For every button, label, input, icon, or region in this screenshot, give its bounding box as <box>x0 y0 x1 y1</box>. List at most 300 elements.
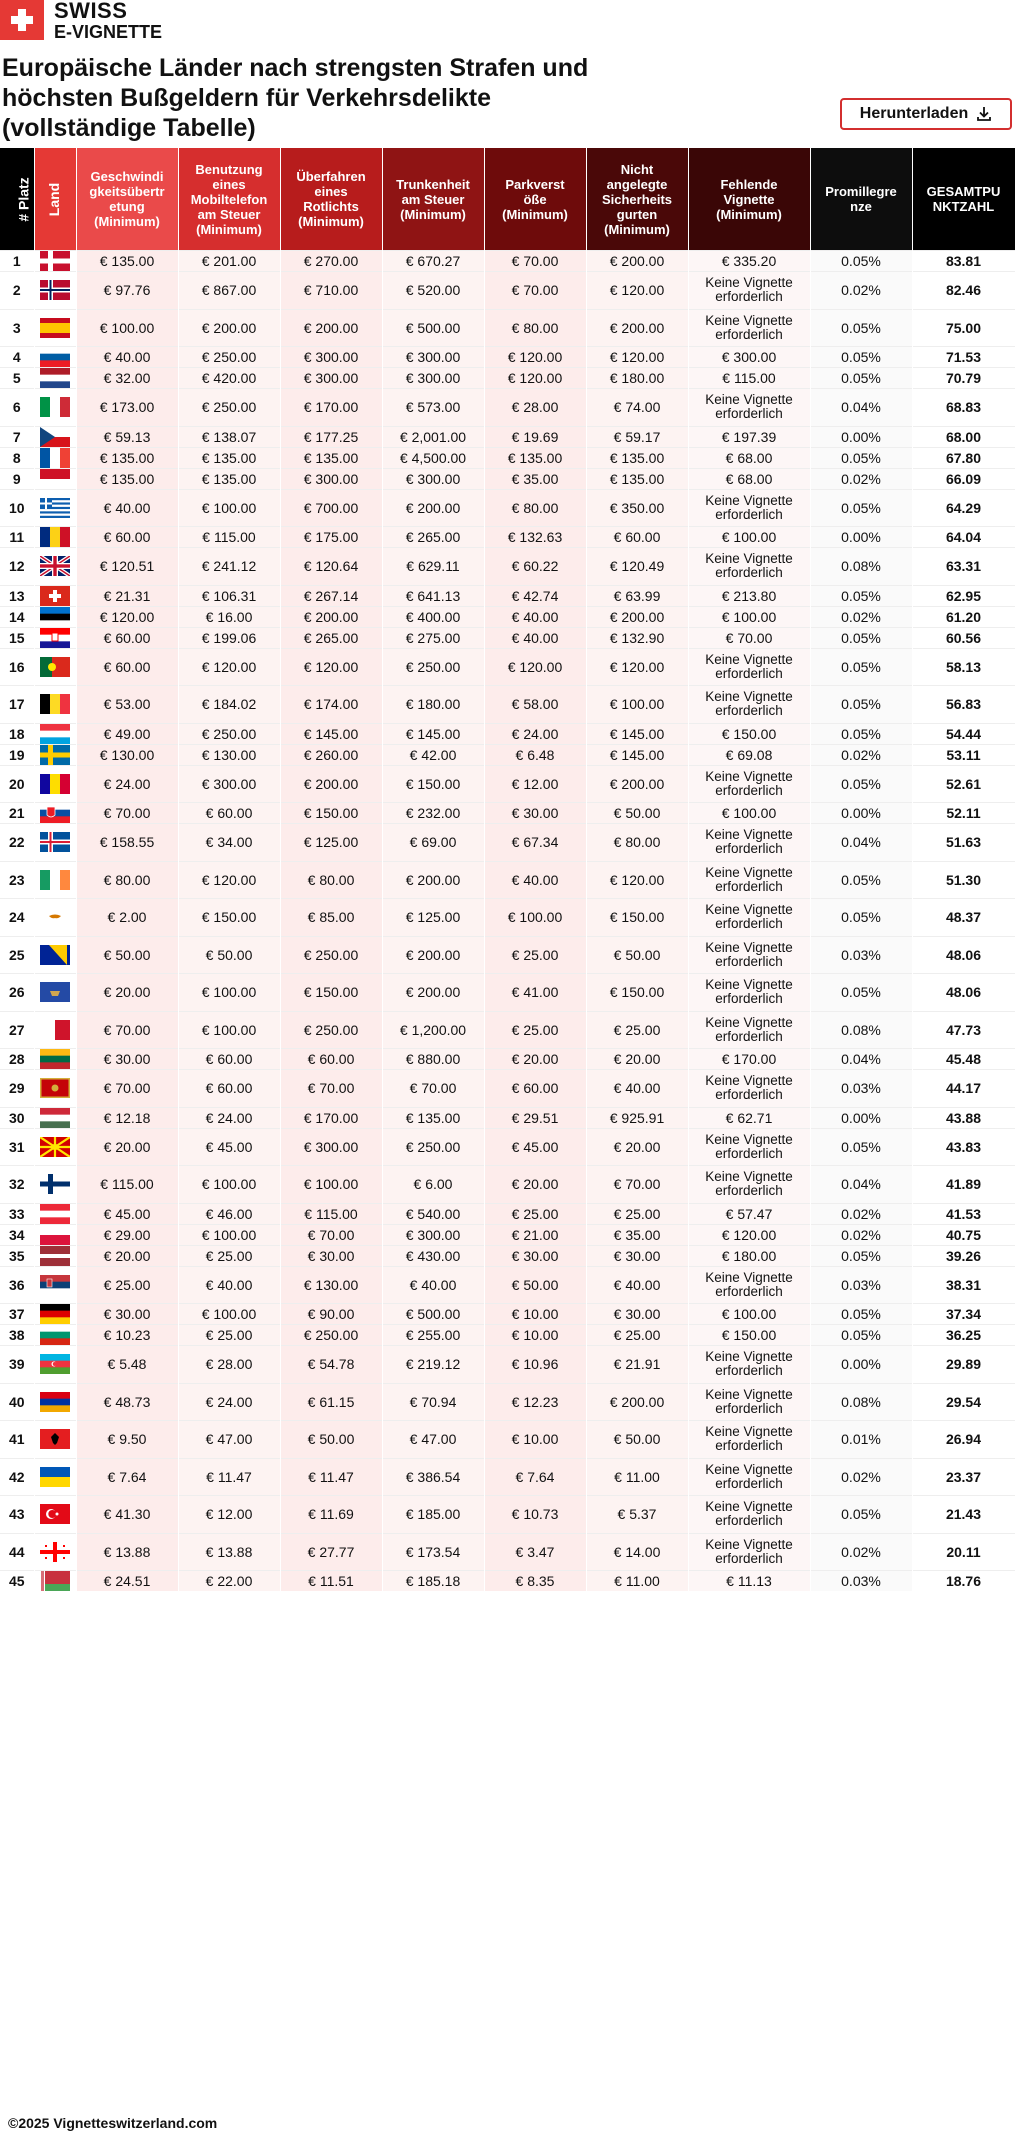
cell-red: € 120.64 <box>280 548 382 586</box>
table-row <box>0 489 1015 527</box>
cell-drunk: € 300.00 <box>382 468 484 489</box>
table-row <box>0 1346 1015 1384</box>
table-row <box>0 585 1015 606</box>
country-flag-cell <box>34 627 76 648</box>
cell-total: 40.75 <box>912 1224 1015 1245</box>
flag-bulgaria-icon <box>40 1325 70 1345</box>
cell-bac: 0.08% <box>810 1383 912 1421</box>
cell-phone: € 150.00 <box>178 899 280 937</box>
cell-park: € 19.69 <box>484 426 586 447</box>
flag-croatia-icon <box>40 628 70 648</box>
flag-austria-icon <box>40 1204 70 1224</box>
cell-drunk: € 150.00 <box>382 765 484 803</box>
cell-rank: 4 <box>0 347 34 368</box>
cell-phone: € 50.00 <box>178 936 280 974</box>
cell-bac: 0.05% <box>810 1496 912 1534</box>
flag-cyprus-icon <box>40 907 70 927</box>
cell-speed: € 70.00 <box>76 1011 178 1049</box>
cell-speed: € 60.00 <box>76 627 178 648</box>
cell-park: € 40.00 <box>484 627 586 648</box>
table-row <box>0 389 1015 427</box>
cell-park: € 100.00 <box>484 899 586 937</box>
flag-monaco-icon <box>40 469 70 489</box>
flag-montenegro-icon <box>40 1078 70 1098</box>
cell-speed: € 158.55 <box>76 824 178 862</box>
cell-rank: 26 <box>0 974 34 1012</box>
column-header-bac: Promillegre nze <box>810 148 912 251</box>
flag-andorra-icon <box>40 774 70 794</box>
table-row <box>0 627 1015 648</box>
table-row <box>0 1421 1015 1459</box>
cell-total: 52.11 <box>912 803 1015 824</box>
cell-vignette: € 120.00 <box>688 1224 810 1245</box>
cell-vignette: € 68.00 <box>688 447 810 468</box>
cell-total: 64.29 <box>912 489 1015 527</box>
flag-czechia-icon <box>40 427 70 447</box>
cell-red: € 700.00 <box>280 489 382 527</box>
cell-belt: € 200.00 <box>586 606 688 627</box>
cell-drunk: € 250.00 <box>382 1128 484 1166</box>
cell-park: € 12.23 <box>484 1383 586 1421</box>
cell-phone: € 420.00 <box>178 368 280 389</box>
cell-drunk: € 430.00 <box>382 1245 484 1266</box>
column-header-drunk: Trunkenheit am Steuer (Minimum) <box>382 148 484 251</box>
cell-phone: € 201.00 <box>178 251 280 272</box>
cell-vignette: € 100.00 <box>688 527 810 548</box>
cell-total: 75.00 <box>912 309 1015 347</box>
cell-vignette: Keine Vignette erforderlich <box>688 974 810 1012</box>
cell-park: € 120.00 <box>484 347 586 368</box>
cell-park: € 58.00 <box>484 686 586 724</box>
cell-belt: € 25.00 <box>586 1011 688 1049</box>
cell-bac: 0.05% <box>810 447 912 468</box>
cell-phone: € 60.00 <box>178 1070 280 1108</box>
country-flag-cell <box>34 389 76 427</box>
cell-drunk: € 540.00 <box>382 1203 484 1224</box>
country-flag-cell <box>34 1325 76 1346</box>
cell-vignette: € 100.00 <box>688 606 810 627</box>
cell-vignette: Keine Vignette erforderlich <box>688 489 810 527</box>
cell-bac: 0.00% <box>810 426 912 447</box>
cell-phone: € 60.00 <box>178 803 280 824</box>
cell-speed: € 5.48 <box>76 1346 178 1384</box>
country-flag-cell <box>34 347 76 368</box>
cell-bac: 0.02% <box>810 468 912 489</box>
cell-speed: € 53.00 <box>76 686 178 724</box>
cell-park: € 12.00 <box>484 765 586 803</box>
cell-drunk: € 173.54 <box>382 1533 484 1571</box>
cell-speed: € 49.00 <box>76 723 178 744</box>
flag-poland-icon <box>40 1225 70 1245</box>
cell-red: € 145.00 <box>280 723 382 744</box>
cell-drunk: € 232.00 <box>382 803 484 824</box>
cell-total: 54.44 <box>912 723 1015 744</box>
cell-vignette: Keine Vignette erforderlich <box>688 1346 810 1384</box>
cell-rank: 29 <box>0 1070 34 1108</box>
cell-park: € 60.22 <box>484 548 586 586</box>
cell-rank: 31 <box>0 1128 34 1166</box>
cell-belt: € 50.00 <box>586 1421 688 1459</box>
cell-speed: € 32.00 <box>76 368 178 389</box>
cell-red: € 85.00 <box>280 899 382 937</box>
country-flag-cell <box>34 1011 76 1049</box>
cell-rank: 30 <box>0 1107 34 1128</box>
flag-belgium-icon <box>40 694 70 714</box>
cell-belt: € 132.90 <box>586 627 688 648</box>
country-flag-cell <box>34 272 76 310</box>
page-title: Europäische Länder nach strengsten Strafen und höchsten Bußgeldern für Verkehrsdelikte (vollständige Tabelle) <box>2 54 589 142</box>
country-flag-cell <box>34 548 76 586</box>
cell-belt: € 135.00 <box>586 468 688 489</box>
cell-phone: € 867.00 <box>178 272 280 310</box>
cell-total: 68.83 <box>912 389 1015 427</box>
cell-speed: € 21.31 <box>76 585 178 606</box>
cell-rank: 2 <box>0 272 34 310</box>
flag-romania-icon <box>40 527 70 547</box>
cell-total: 45.48 <box>912 1049 1015 1070</box>
cell-rank: 37 <box>0 1304 34 1325</box>
cell-bac: 0.05% <box>810 368 912 389</box>
country-flag-cell <box>34 1166 76 1204</box>
column-header-vignette: Fehlende Vignette (Minimum) <box>688 148 810 251</box>
country-flag-cell <box>34 648 76 686</box>
cell-rank: 20 <box>0 765 34 803</box>
cell-red: € 150.00 <box>280 974 382 1012</box>
cell-belt: € 925.91 <box>586 1107 688 1128</box>
cell-drunk: € 200.00 <box>382 861 484 899</box>
cell-belt: € 135.00 <box>586 447 688 468</box>
cell-bac: 0.05% <box>810 1304 912 1325</box>
country-flag-cell <box>34 1049 76 1070</box>
cell-speed: € 41.30 <box>76 1496 178 1534</box>
brand-logo[interactable] <box>0 0 162 40</box>
cell-drunk: € 70.00 <box>382 1070 484 1108</box>
cell-total: 29.54 <box>912 1383 1015 1421</box>
cell-total: 43.88 <box>912 1107 1015 1128</box>
cell-red: € 300.00 <box>280 368 382 389</box>
cell-speed: € 13.88 <box>76 1533 178 1571</box>
cell-belt: € 40.00 <box>586 1070 688 1108</box>
table-row <box>0 686 1015 724</box>
cell-total: 71.53 <box>912 347 1015 368</box>
cell-rank: 28 <box>0 1049 34 1070</box>
cell-red: € 70.00 <box>280 1070 382 1108</box>
cell-rank: 44 <box>0 1533 34 1571</box>
table-row <box>0 468 1015 489</box>
table-row <box>0 309 1015 347</box>
country-flag-cell <box>34 527 76 548</box>
cell-speed: € 10.23 <box>76 1325 178 1346</box>
cell-park: € 80.00 <box>484 489 586 527</box>
table-row <box>0 548 1015 586</box>
cell-red: € 80.00 <box>280 861 382 899</box>
cell-belt: € 30.00 <box>586 1304 688 1325</box>
flag-latvia-icon <box>40 1246 70 1266</box>
cell-vignette: € 115.00 <box>688 368 810 389</box>
cell-drunk: € 400.00 <box>382 606 484 627</box>
cell-speed: € 70.00 <box>76 1070 178 1108</box>
cell-rank: 10 <box>0 489 34 527</box>
table-row <box>0 1571 1015 1592</box>
cell-speed: € 45.00 <box>76 1203 178 1224</box>
table-row <box>0 1166 1015 1204</box>
cell-speed: € 20.00 <box>76 1128 178 1166</box>
cell-belt: € 5.37 <box>586 1496 688 1534</box>
cell-rank: 27 <box>0 1011 34 1049</box>
cell-speed: € 80.00 <box>76 861 178 899</box>
cell-rank: 33 <box>0 1203 34 1224</box>
cell-red: € 27.77 <box>280 1533 382 1571</box>
cell-park: € 8.35 <box>484 1571 586 1592</box>
cell-phone: € 184.02 <box>178 686 280 724</box>
cell-drunk: € 386.54 <box>382 1458 484 1496</box>
cell-belt: € 150.00 <box>586 974 688 1012</box>
country-flag-cell <box>34 686 76 724</box>
cell-belt: € 80.00 <box>586 824 688 862</box>
cell-rank: 18 <box>0 723 34 744</box>
cell-phone: € 13.88 <box>178 1533 280 1571</box>
table-row <box>0 899 1015 937</box>
cell-bac: 0.00% <box>810 1346 912 1384</box>
cell-total: 67.80 <box>912 447 1015 468</box>
cell-bac: 0.04% <box>810 1049 912 1070</box>
cell-vignette: Keine Vignette erforderlich <box>688 936 810 974</box>
cell-vignette: Keine Vignette erforderlich <box>688 1533 810 1571</box>
table-body <box>0 251 1015 1592</box>
table-row <box>0 272 1015 310</box>
table-row <box>0 1304 1015 1325</box>
cell-park: € 6.48 <box>484 744 586 765</box>
cell-drunk: € 670.27 <box>382 251 484 272</box>
table-row <box>0 1203 1015 1224</box>
cell-red: € 200.00 <box>280 765 382 803</box>
download-button[interactable] <box>840 98 1012 130</box>
cell-drunk: € 70.94 <box>382 1383 484 1421</box>
column-header-park: Parkverst öße (Minimum) <box>484 148 586 251</box>
cell-belt: € 200.00 <box>586 251 688 272</box>
column-header-rank: # Platz <box>0 148 34 251</box>
cell-belt: € 11.00 <box>586 1458 688 1496</box>
flag-spain-icon <box>40 318 70 338</box>
cell-phone: € 22.00 <box>178 1571 280 1592</box>
cell-belt: € 60.00 <box>586 527 688 548</box>
column-header-total: GESAMTPU NKTZAHL <box>912 148 1015 251</box>
cell-red: € 120.00 <box>280 648 382 686</box>
cell-vignette: Keine Vignette erforderlich <box>688 824 810 862</box>
cell-phone: € 199.06 <box>178 627 280 648</box>
cell-belt: € 100.00 <box>586 686 688 724</box>
country-flag-cell <box>34 1533 76 1571</box>
cell-drunk: € 180.00 <box>382 686 484 724</box>
table-row <box>0 1383 1015 1421</box>
cell-drunk: € 42.00 <box>382 744 484 765</box>
cell-phone: € 100.00 <box>178 1224 280 1245</box>
cell-drunk: € 219.12 <box>382 1346 484 1384</box>
country-flag-cell <box>34 1128 76 1166</box>
table-row <box>0 1070 1015 1108</box>
cell-bac: 0.03% <box>810 936 912 974</box>
cell-belt: € 63.99 <box>586 585 688 606</box>
flag-sweden-icon <box>40 745 70 765</box>
country-flag-cell <box>34 1266 76 1304</box>
cell-belt: € 120.00 <box>586 347 688 368</box>
flag-albania-icon <box>40 1429 70 1449</box>
table-row <box>0 824 1015 862</box>
country-flag-cell <box>34 899 76 937</box>
table-row <box>0 803 1015 824</box>
cell-rank: 35 <box>0 1245 34 1266</box>
cell-drunk: € 185.18 <box>382 1571 484 1592</box>
flag-luxembourg-icon <box>40 724 70 744</box>
cell-red: € 250.00 <box>280 936 382 974</box>
cell-bac: 0.05% <box>810 974 912 1012</box>
country-flag-cell <box>34 1421 76 1459</box>
cell-park: € 3.47 <box>484 1533 586 1571</box>
flag-denmark-icon <box>40 251 70 271</box>
cell-drunk: € 125.00 <box>382 899 484 937</box>
cell-park: € 40.00 <box>484 861 586 899</box>
country-flag-cell <box>34 1346 76 1384</box>
cell-phone: € 120.00 <box>178 648 280 686</box>
country-flag-cell <box>34 765 76 803</box>
cell-speed: € 7.64 <box>76 1458 178 1496</box>
cell-drunk: € 255.00 <box>382 1325 484 1346</box>
cell-bac: 0.05% <box>810 251 912 272</box>
country-flag-cell <box>34 1245 76 1266</box>
cell-speed: € 120.00 <box>76 606 178 627</box>
flag-switzerland-icon <box>40 586 70 606</box>
flag-north-macedonia-icon <box>40 1137 70 1157</box>
cell-vignette: Keine Vignette erforderlich <box>688 1383 810 1421</box>
table-row <box>0 1128 1015 1166</box>
country-flag-cell <box>34 1224 76 1245</box>
cell-belt: € 11.00 <box>586 1571 688 1592</box>
cell-drunk: € 145.00 <box>382 723 484 744</box>
cell-total: 51.30 <box>912 861 1015 899</box>
cell-belt: € 180.00 <box>586 368 688 389</box>
cell-rank: 41 <box>0 1421 34 1459</box>
cell-vignette: Keine Vignette erforderlich <box>688 648 810 686</box>
cell-vignette: Keine Vignette erforderlich <box>688 548 810 586</box>
flag-malta-icon <box>40 1020 70 1040</box>
cell-bac: 0.05% <box>810 1128 912 1166</box>
table-row <box>0 1245 1015 1266</box>
flag-portugal-icon <box>40 657 70 677</box>
cell-bac: 0.05% <box>810 347 912 368</box>
cell-total: 56.83 <box>912 686 1015 724</box>
cell-park: € 24.00 <box>484 723 586 744</box>
cell-park: € 25.00 <box>484 1011 586 1049</box>
cell-red: € 710.00 <box>280 272 382 310</box>
cell-bac: 0.01% <box>810 1421 912 1459</box>
cell-speed: € 9.50 <box>76 1421 178 1459</box>
cell-speed: € 130.00 <box>76 744 178 765</box>
brand-line-1: SWISS <box>54 0 128 23</box>
cell-speed: € 20.00 <box>76 974 178 1012</box>
cell-red: € 200.00 <box>280 606 382 627</box>
cell-park: € 67.34 <box>484 824 586 862</box>
swiss-cross-icon <box>0 0 44 40</box>
cell-total: 64.04 <box>912 527 1015 548</box>
table-row <box>0 368 1015 389</box>
cell-phone: € 24.00 <box>178 1107 280 1128</box>
cell-park: € 60.00 <box>484 1070 586 1108</box>
cell-park: € 10.00 <box>484 1421 586 1459</box>
flag-georgia-icon <box>40 1542 70 1562</box>
cell-phone: € 11.47 <box>178 1458 280 1496</box>
cell-park: € 10.00 <box>484 1325 586 1346</box>
cell-phone: € 100.00 <box>178 1011 280 1049</box>
table-row <box>0 861 1015 899</box>
cell-total: 43.83 <box>912 1128 1015 1166</box>
cell-vignette: € 150.00 <box>688 723 810 744</box>
footer-copyright: ©2025 Vignetteswitzerland.com <box>8 2115 218 2131</box>
table-row <box>0 1325 1015 1346</box>
cell-speed: € 60.00 <box>76 648 178 686</box>
flag-bosnia-icon <box>40 945 70 965</box>
cell-rank: 8 <box>0 447 34 468</box>
cell-belt: € 20.00 <box>586 1128 688 1166</box>
cell-vignette: Keine Vignette erforderlich <box>688 1496 810 1534</box>
cell-speed: € 20.00 <box>76 1245 178 1266</box>
cell-belt: € 74.00 <box>586 389 688 427</box>
column-header-phone: Benutzung eines Mobiltelefon am Steuer (Minimum) <box>178 148 280 251</box>
cell-bac: 0.04% <box>810 1166 912 1204</box>
cell-speed: € 48.73 <box>76 1383 178 1421</box>
table-row <box>0 1011 1015 1049</box>
table-row <box>0 1107 1015 1128</box>
flag-armenia-icon <box>40 1392 70 1412</box>
cell-vignette: Keine Vignette erforderlich <box>688 765 810 803</box>
cell-drunk: € 47.00 <box>382 1421 484 1459</box>
cell-speed: € 24.00 <box>76 765 178 803</box>
cell-rank: 16 <box>0 648 34 686</box>
cell-red: € 270.00 <box>280 251 382 272</box>
cell-drunk: € 520.00 <box>382 272 484 310</box>
flag-kosovo-icon <box>40 982 70 1002</box>
cell-park: € 10.96 <box>484 1346 586 1384</box>
cell-belt: € 14.00 <box>586 1533 688 1571</box>
cell-bac: 0.05% <box>810 309 912 347</box>
cell-phone: € 300.00 <box>178 765 280 803</box>
cell-bac: 0.05% <box>810 899 912 937</box>
flag-finland-icon <box>40 1174 70 1194</box>
cell-vignette: Keine Vignette erforderlich <box>688 272 810 310</box>
cell-belt: € 120.49 <box>586 548 688 586</box>
cell-phone: € 100.00 <box>178 1304 280 1325</box>
cell-belt: € 59.17 <box>586 426 688 447</box>
country-flag-cell <box>34 606 76 627</box>
cell-bac: 0.04% <box>810 824 912 862</box>
cell-phone: € 45.00 <box>178 1128 280 1166</box>
cell-rank: 42 <box>0 1458 34 1496</box>
cell-vignette: Keine Vignette erforderlich <box>688 1070 810 1108</box>
country-flag-cell <box>34 1107 76 1128</box>
cell-bac: 0.05% <box>810 765 912 803</box>
download-label: Herunterladen <box>859 105 969 122</box>
cell-bac: 0.05% <box>810 585 912 606</box>
cell-drunk: € 300.00 <box>382 1224 484 1245</box>
cell-phone: € 115.00 <box>178 527 280 548</box>
column-header-country: Land <box>34 148 76 251</box>
cell-phone: € 40.00 <box>178 1266 280 1304</box>
cell-park: € 80.00 <box>484 309 586 347</box>
flag-france-icon <box>40 448 70 468</box>
cell-vignette: € 180.00 <box>688 1245 810 1266</box>
cell-total: 53.11 <box>912 744 1015 765</box>
cell-phone: € 135.00 <box>178 447 280 468</box>
cell-red: € 70.00 <box>280 1224 382 1245</box>
